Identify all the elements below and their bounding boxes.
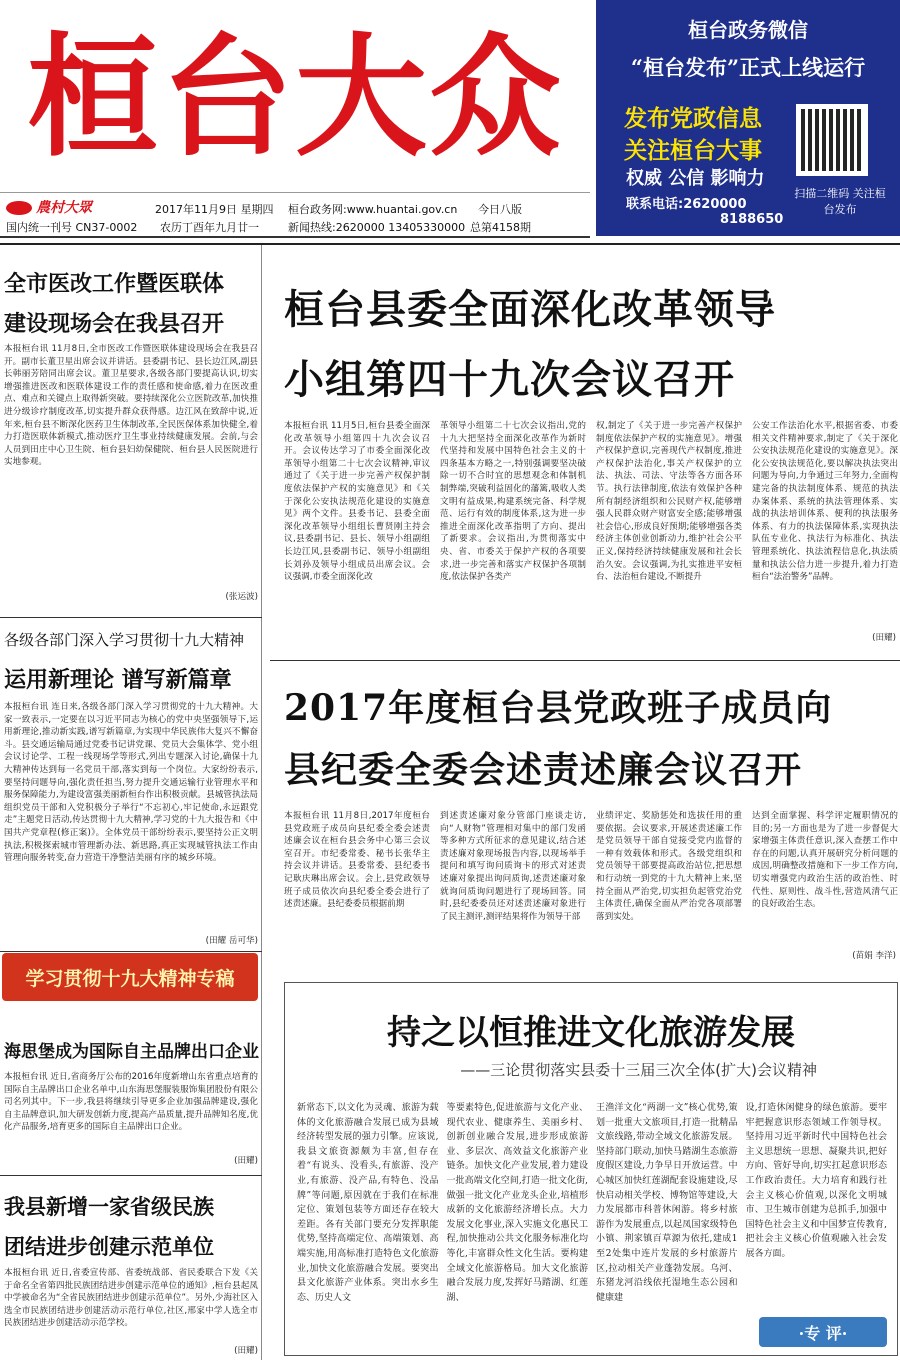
lead-title-line2: 小组第四十九次会议召开	[284, 356, 735, 403]
ad-phone: 联系电话:2620000	[626, 197, 747, 212]
article1-title-line1: 全市医改工作暨医联体	[4, 272, 225, 297]
editorial-subtitle: ——三论贯彻落实县委十三届三次全体(扩大)会议精神	[460, 1061, 817, 1079]
article2-byline: (田耀 岳可华)	[205, 936, 258, 946]
ad-line1: 桓台政务微信	[688, 18, 808, 42]
ad-line5: 权威 公信 影响力	[626, 168, 765, 189]
page-count: 今日八版	[478, 203, 522, 216]
editorial-col2: 等要素特色,促进旅游与文化产业、现代农业、健康养生、美丽乡村、创新创业融合发展,进步形成旅游业、多层次、高效益文化旅游产业链条。加快文化产业发展,着力建设一批高端文化空间,打造一批文化街,做强一批文化产业龙头企业,培植形成新的文化旅游经济增长点。大力发展文化事业,深入实施文化惠民工程,加快推动公共文化服务标准化均等化,丰富群众性文化生活。要构建全域文化旅游格局。加大文化旅游融合发展力度,发挥好马踏湖、红莲湖、	[446, 1103, 588, 1303]
lead-byline: (田耀)	[872, 633, 896, 643]
article1-title-line2: 建设现场会在我县召开	[4, 312, 225, 337]
left-column	[0, 245, 262, 1360]
article2-title: 运用新理论 谱写新篇章	[4, 668, 232, 693]
qr-code-icon	[796, 104, 868, 176]
article2-kicker: 各级各部门深入学习贯彻十九大精神	[4, 631, 245, 649]
lead-body	[284, 420, 898, 648]
nongcun-dazhong-logo: 農村大眾	[6, 197, 146, 215]
qr-caption: 扫描二维码 关注桓台发布	[794, 187, 886, 216]
article3-title: 海思堡成为国际自主品牌出口企业	[4, 1042, 259, 1062]
second-col2: 到述责述廉对象分管部门座谈走访,向“人财物”管理相对集中的部门发函等多种方式所征求的意见建议,结合述责述廉对象现场报告内容,以现场举手提问和填写询问质询卡的形式对述责述廉对象提出询问质询,述责述廉对象就询问质询问题进行了现场回答。同时,县纪委委员还对述责述廉对象进行了民主测评,测评结果将作为领导干部	[440, 811, 586, 922]
article4-byline: (田耀)	[234, 1346, 258, 1356]
second-title-line2: 县纪委全委会述责述廉会议召开	[284, 749, 803, 791]
second-title-line1: 2017年度桓台县党政班子成员向	[284, 687, 833, 729]
second-col4: 达到全面掌握、科学评定履职情况的目的;另一方面也是为了进一步督促大家增强主体责任意识,深入查摆工作中存在的问题,认真开展研究分析问题的成因,明确整改措施和下一步工作方向,切实增强党内政治生活的政治性、时代性、原则性、战斗性,营造风清气正的良好政治生态。	[752, 811, 898, 910]
news-hotline: 新闻热线:2620000 13405330000	[288, 221, 466, 234]
ad-phone2: 8188650	[720, 212, 784, 227]
second-byline: (苗娟 李洋)	[852, 951, 896, 961]
editorial-box	[284, 982, 898, 1356]
website: 桓台政务网:www.huantai.gov.cn	[288, 203, 458, 216]
masthead-info-bar	[0, 192, 590, 238]
ad-line4: 关注桓台大事	[624, 137, 762, 164]
lunar-date: 农历丁酉年九月廿一	[160, 221, 259, 234]
issue-date: 2017年11月9日 星期四	[155, 203, 274, 216]
ad-line2: “桓台发布”正式上线运行	[630, 55, 866, 80]
editorial-col3: 王渔洋文化“两湖一文”核心优势,策划一批重大文旅项目,打造一批精品文旅线路,带动全域文化旅游发展。坚持部门联动,加快马踏湖生态旅游度假区建设,力争早日开放运营。中心城区加快红莲湖配套设施建设,尽快启动相关学校、博物馆等建设,大力发展都市科普休闲游。将乡村旅游作为发展重点,以起凤国家级特色小镇、荆家镇百草源为依托,建成1至2处集中连片发展的乡村旅游片区,拉动相关产业蓬勃发展。乌河、东猪龙河沿线依托湿地生态公园和健康建	[596, 1103, 738, 1303]
editorial-col1: 新常态下,以文化为灵魂、旅游为载体的文化旅游融合发展已成为县域经济转型发展的强力引擎。应该说,我县文旅资源颇为丰富,但存在着“有说头、没看头,有旅游、没产业,有旅游、没产品,有特色、没品牌”等问题,原因就在于我们在标准定位、策划包装等方面还存在较大差距。各有关部门要充分发挥职能优势,坚持高端定位、高端策划、高端实施,用高标准打造特色文化旅游业,加快文化旅游融合发展。要突出县文化旅游产业体系。突出水乡生态、历史人文	[297, 1103, 439, 1303]
cn-number: 国内统一刊号 CN37-0002	[6, 221, 138, 234]
lead-col4: 公安工作法治化水平,根据省委、市委相关文件精神要求,制定了《关于深化公安执法规范化建设的实施意见》。深化公安执法规范化,要以解决执法突出问题为导向,力争通过三年努力,全面构建完备的执法制度体系、规范的执法办案体系、系统的执法管理体系、实战的执法培训体系、便利的执法服务体系、有力的执法保障体系,实现执法队伍专业化、执法行为标准化、执法管理系统化、执法流程信息化,执法质量和执法公信力进一步提升,着力打造桓台“法治警务”品牌。	[752, 421, 898, 583]
second-col3: 业绩评定、奖励惩处和选拔任用的重要依据。会议要求,开展述责述廉工作是党员领导干部自觉接受党内监督的一种有效载体和形式。各级党组织和党员领导干部要提高政治站位,把思想和行动统一到党的十九大精神上来,坚持全面从严治党,切实担负起管党治党主体责任,确保全面从严治党各项部署落到实处。	[596, 811, 742, 922]
lead-title-line1: 桓台县委全面深化改革领导	[284, 286, 776, 333]
article3-byline: (田耀)	[234, 1156, 258, 1166]
article2-body: 本报桓台讯 连日来,各级各部门深入学习贯彻党的十九大精神。大家一致表示,一定要在以习近平同志为核心的党中央坚强领导下,运用新理论,推动新实践,谱写新篇章,为实现中华民族伟大复兴不懈奋斗。县交通运输局通过党委书记讲党课、党员大会集体学、党小组会议讨论学、工程一线现场学等形式,列出专题深入讨论,确保十九大精神传达到每一名党员干部,落实到每一个岗位。大家纷纷表示,要坚持问题导向,强化责任担当,努力提升交通运输行业管理水平和服务保障能力,为建设富强美丽新桓台作出积极贡献。县城管执法局组织党员干部和入党积极分子举行“不忘初心,牢记使命,永远跟党走”主题党日活动,传达贯彻十九大精神,学习党的十九大报告和《中国共产党章程(修正案)》。全体党员干部纷纷表示,要坚持公正文明执法,积极探索城市管理新办法、新思路,真正实现城管执法工作由管理向服务转变,奋力营造干净整洁美丽有序的城乡环境。	[4, 702, 258, 864]
article1-body: 本报桓台讯 11月8日,全市医改工作暨医联体建设现场会在我县召开。副市长董卫星出席会议并讲话。县委副书记、县长边江风,副县长韩丽芳陪同出席会议。董卫星要求,各级各部门要提高认识,切实增强推进医改和医联体建设工作的责任感和使命感,着力在医改重点、难点和关键点上取得新突破。要持续深化公立医院改革,加快推进分级诊疗制度改革,切实提升群众获得感。边江风在致辞中说,近年来,桓台县不断深化医药卫生体制改革,全民医保体系加快健全,着力打造医联体新模式,推动医疗卫生事业持续健康发展。会前,与会人员到田庄中心卫生院、桓台县妇幼保健院、桓台县人民医院进行实地参观。	[4, 344, 258, 468]
article4-title-line1: 我县新增一家省级民族	[4, 1195, 214, 1219]
issue-number: 总第4158期	[470, 221, 531, 234]
special-column-banner: 学习贯彻十九大精神专稿	[2, 953, 258, 1001]
wechat-ad	[596, 0, 900, 236]
editorial-title: 持之以恒推进文化旅游发展	[387, 1013, 795, 1053]
ad-line3: 发布党政信息	[624, 105, 762, 132]
masthead	[0, 0, 590, 240]
second-col1: 本报桓台讯 11月8日,2017年度桓台县党政班子成员向县纪委全委会述责述廉会议在桓台县会务中心第三会议室召开。市纪委常委、秘书长张华主持会议并讲话。县委常委、县纪委书记耿庆琳出席会议。会上,县党政领导班子成员依次向县纪委全委会进行了述责述廉。县纪委委员根据前期	[284, 811, 430, 910]
commentary-tag: ·专 评·	[759, 1317, 887, 1347]
article4-body: 本报桓台讯 近日,省委宣传部、省委统战部、省民委联合下发《关于命名全省第四批民族团结进步创建示范单位的通知》,桓台县起凤中学被命名为“全省民族团结进步创建示范单位”。另外,少海社区入选全市民族团结进步创建活动示范行单位,社区,邢家中学人选全市民族团结进步创建活动示范学校。	[4, 1268, 258, 1329]
article3-body: 本报桓台讯 近日,省商务厅公布的2016年度新增山东省重点培育的国际自主品牌出口企业名单中,山东海思堡服装服饰集团股份有限公司名列其中。下一步,我县将继续引导更多企业加强品牌建设,强化自主品牌意识,加大研发创新力度,提高产品质量,提升品牌知名度,优化产品服务,培育更多的国际自主品牌出口企业。	[4, 1072, 258, 1133]
lead-col2: 革领导小组第二十七次会议指出,党的十九大把坚持全面深化改革作为新时代坚持和发展中国特色社会主义的十四条基本方略之一,特别强调要坚决破除一切不合时宜的思想观念和体制机制弊端,突破利益固化的藩篱,吸收人类文明有益成果,构建系统完备、科学规范、运行有效的制度体系,这为进一步推进全面深化改革指明了方向、提出了新要求。会议指出,为贯彻落实中央、省、市委关于保护产权的各项要求,进一步完善和落实产权保护各项制度,依法保护各类产	[440, 421, 586, 583]
article4-title-line2: 团结进步创建示范单位	[4, 1235, 214, 1259]
second-body	[284, 810, 898, 960]
article1-byline: (张运波)	[225, 592, 258, 602]
editorial-body	[297, 1101, 887, 1351]
editorial-col4: 设,打造休闲健身的绿色旅游。要牢牢把握意识形态领域工作领导权。坚持用习近平新时代中国特色社会主义思想统一思想、凝聚共识,把好方向、管好导向,切实扛起意识形态工作政治责任。大力培育和践行社会主义核心价值观,以深化文明城市、卫生城市创建为总抓手,加强中国特色社会主义和中国梦宣传教育,把社会主义核心价值观融入社会发展各方面。	[745, 1103, 887, 1259]
newspaper-title: 桓台大众	[27, 19, 563, 175]
lead-col3: 权,制定了《关于进一步完善产权保护制度依法保护产权的实施意见》。增强产权保护意识,完善现代产权制度,推进产权保护法治化,事关产权保护的立法、执法、司法、守法等各方面各环节。执行法律制度,依法有效保护各种所有制经济组织和公民财产权,能够增强人民群众财产财富安全感;能够增强社会信心,形成良好预期;能够增强各类经济主体创业创新动力,维护社会公平正义,保持经济持续健康发展和社会长治久安。会议强调,为扎实推进平安桓台、法治桓台建设,不断提升	[596, 421, 742, 583]
lead-col1: 本报桓台讯 11月5日,桓台县委全面深化改革领导小组第四十九次会议召开。会议传达学习了市委全面深化改革领导小组第二十七次会议精神,审议通过了《关于进一步完善产权保护制度依法保护产权的实施意见》和《关于深化公安执法规范化建设的实施意见》两个文件。县委书记、县委全面深化改革领导小组组长曹贤刚主持会议,县委副书记、县长、领导小组副组长边江风,县委副书记、领导小组副组长刘孙及领导小组成员出席会议。会议强调,市委全面深化改	[284, 421, 430, 583]
